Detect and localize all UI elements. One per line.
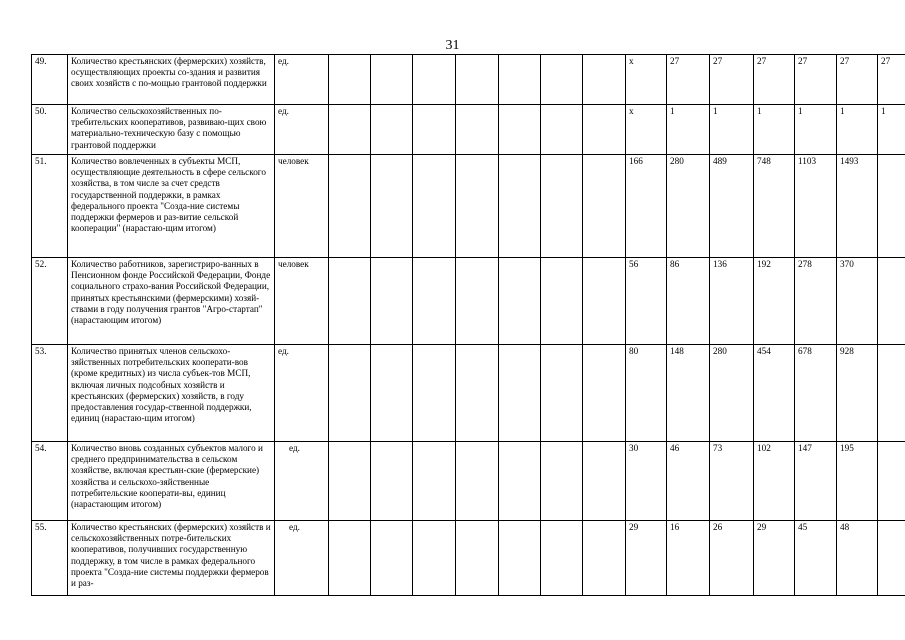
value-cell: x — [626, 55, 667, 105]
empty-cell — [413, 442, 456, 521]
value-cell: 48 — [837, 521, 878, 596]
value-cell: 73 — [710, 442, 754, 521]
indicator-name: Количество вновь созданных субъектов малого и среднего предпринимательства в сельском хозяйстве, включая крестьян-ские (фермерские) хозяйства и сельскохо-зяйственные потребительские кооперати-вы, единиц (нарастающим итогом) — [68, 442, 275, 521]
empty-cell — [329, 155, 371, 258]
value-cell: 16 — [667, 521, 710, 596]
value-cell: 280 — [710, 345, 754, 442]
value-cell: 454 — [754, 345, 795, 442]
row-number: 54. — [32, 442, 68, 521]
value-cell: 1 — [754, 105, 795, 155]
empty-cell — [456, 55, 499, 105]
value-cell: 928 — [837, 345, 878, 442]
value-cell: x — [626, 105, 667, 155]
empty-cell — [413, 258, 456, 345]
value-cell: 278 — [795, 258, 837, 345]
value-cell — [878, 155, 905, 258]
empty-cell — [541, 155, 583, 258]
empty-cell — [541, 442, 583, 521]
table-row — [32, 258, 905, 345]
empty-cell — [329, 442, 371, 521]
empty-cell — [329, 345, 371, 442]
value-cell: 166 — [626, 155, 667, 258]
indicators-table — [31, 54, 905, 596]
row-number: 49. — [32, 55, 68, 105]
empty-cell — [329, 55, 371, 105]
value-cell: 370 — [837, 258, 878, 345]
table-row — [32, 105, 905, 155]
table-row — [32, 55, 905, 105]
empty-cell — [413, 521, 456, 596]
value-cell: 1 — [795, 105, 837, 155]
unit-cell: человек — [275, 155, 329, 258]
table-row — [32, 521, 905, 596]
value-cell: 195 — [837, 442, 878, 521]
value-cell: 46 — [667, 442, 710, 521]
table-row — [32, 442, 905, 521]
value-cell: 45 — [795, 521, 837, 596]
value-cell: 27 — [710, 55, 754, 105]
value-cell: 1 — [878, 105, 905, 155]
empty-cell — [371, 55, 413, 105]
empty-cell — [541, 55, 583, 105]
empty-cell — [413, 105, 456, 155]
empty-cell — [541, 105, 583, 155]
unit-cell: ед. — [275, 521, 329, 596]
empty-cell — [456, 105, 499, 155]
value-cell: 30 — [626, 442, 667, 521]
empty-cell — [413, 55, 456, 105]
empty-cell — [456, 521, 499, 596]
empty-cell — [371, 521, 413, 596]
value-cell: 1103 — [795, 155, 837, 258]
value-cell: 27 — [667, 55, 710, 105]
value-cell — [878, 442, 905, 521]
table-row — [32, 345, 905, 442]
empty-cell — [329, 258, 371, 345]
value-cell: 29 — [626, 521, 667, 596]
empty-cell — [583, 55, 626, 105]
empty-cell — [329, 521, 371, 596]
unit-cell: ед. — [275, 105, 329, 155]
row-number: 50. — [32, 105, 68, 155]
empty-cell — [583, 258, 626, 345]
value-cell: 1 — [667, 105, 710, 155]
empty-cell — [583, 345, 626, 442]
empty-cell — [541, 345, 583, 442]
empty-cell — [499, 105, 541, 155]
empty-cell — [456, 442, 499, 521]
row-number: 53. — [32, 345, 68, 442]
empty-cell — [583, 155, 626, 258]
value-cell: 27 — [754, 55, 795, 105]
row-number: 52. — [32, 258, 68, 345]
value-cell: 27 — [878, 55, 905, 105]
indicator-name: Количество принятых членов сельскохо-зяйственных потребительских кооперати-вов (кроме кредитных) из числа субъек-тов МСП, включая личных подсобных хозяйств и крестьянских (фермерских) хозяйств, в году предоставления государ-ственной поддержки, единиц (нарастаю-щим итогом) — [68, 345, 275, 442]
empty-cell — [413, 345, 456, 442]
empty-cell — [371, 258, 413, 345]
value-cell: 26 — [710, 521, 754, 596]
indicator-name: Количество работников, зарегистриро-ванных в Пенсионном фонде Российской Федерации, Фонде социального страхо-вания Российской Федерации, принятых крестьянскими (фермерскими) хозяй-ствами в году получения грантов "Агро-стартап" (нарастающим итогом) — [68, 258, 275, 345]
empty-cell — [499, 345, 541, 442]
table-body — [32, 55, 905, 596]
value-cell — [878, 258, 905, 345]
empty-cell — [541, 521, 583, 596]
unit-cell: ед. — [275, 345, 329, 442]
empty-cell — [499, 521, 541, 596]
empty-cell — [371, 155, 413, 258]
indicator-name: Количество сельскохозяйственных по-требительских кооперативов, развиваю-щих свою материально-техническую базу с помощью грантовой поддержки — [68, 105, 275, 155]
value-cell: 136 — [710, 258, 754, 345]
empty-cell — [583, 521, 626, 596]
empty-cell — [583, 105, 626, 155]
value-cell: 280 — [667, 155, 710, 258]
page-number: 31 — [445, 38, 460, 53]
empty-cell — [371, 442, 413, 521]
empty-cell — [456, 258, 499, 345]
value-cell — [878, 345, 905, 442]
value-cell: 489 — [710, 155, 754, 258]
empty-cell — [499, 442, 541, 521]
value-cell: 148 — [667, 345, 710, 442]
value-cell: 1 — [710, 105, 754, 155]
value-cell: 80 — [626, 345, 667, 442]
row-number: 55. — [32, 521, 68, 596]
value-cell: 102 — [754, 442, 795, 521]
empty-cell — [499, 258, 541, 345]
value-cell: 1 — [837, 105, 878, 155]
unit-cell: человек — [275, 258, 329, 345]
indicator-name: Количество крестьянских (фермерских) хозяйств и сельскохозяйственных потре-бительских кооперативов, получивших государственную поддержку, в том числе в рамках федерального проекта "Созда-ние системы поддержки фермеров и раз- — [68, 521, 275, 596]
row-number: 51. — [32, 155, 68, 258]
indicator-name: Количество крестьянских (фермерских) хозяйств, осуществляющих проекты со-здания и развития своих хозяйств с по-мощью грантовой поддержки — [68, 55, 275, 105]
value-cell: 748 — [754, 155, 795, 258]
empty-cell — [583, 442, 626, 521]
empty-cell — [413, 155, 456, 258]
empty-cell — [499, 55, 541, 105]
value-cell: 678 — [795, 345, 837, 442]
empty-cell — [456, 155, 499, 258]
value-cell — [878, 521, 905, 596]
value-cell: 27 — [795, 55, 837, 105]
value-cell: 147 — [795, 442, 837, 521]
indicator-name: Количество вовлеченных в субъекты МСП, осуществляющие деятельность в сфере сельского хозяйства, в том числе за счет средств государственной поддержки, в рамках федерального проекта "Созда-ние системы поддержки фермеров и раз-витие сельской кооперации" (нарастаю-щим итогом) — [68, 155, 275, 258]
empty-cell — [541, 258, 583, 345]
value-cell: 27 — [837, 55, 878, 105]
empty-cell — [499, 155, 541, 258]
empty-cell — [371, 345, 413, 442]
empty-cell — [329, 105, 371, 155]
value-cell: 56 — [626, 258, 667, 345]
unit-cell: ед. — [275, 55, 329, 105]
table-row — [32, 155, 905, 258]
value-cell: 86 — [667, 258, 710, 345]
value-cell: 1493 — [837, 155, 878, 258]
empty-cell — [456, 345, 499, 442]
value-cell: 192 — [754, 258, 795, 345]
value-cell: 29 — [754, 521, 795, 596]
empty-cell — [371, 105, 413, 155]
unit-cell: ед. — [275, 442, 329, 521]
